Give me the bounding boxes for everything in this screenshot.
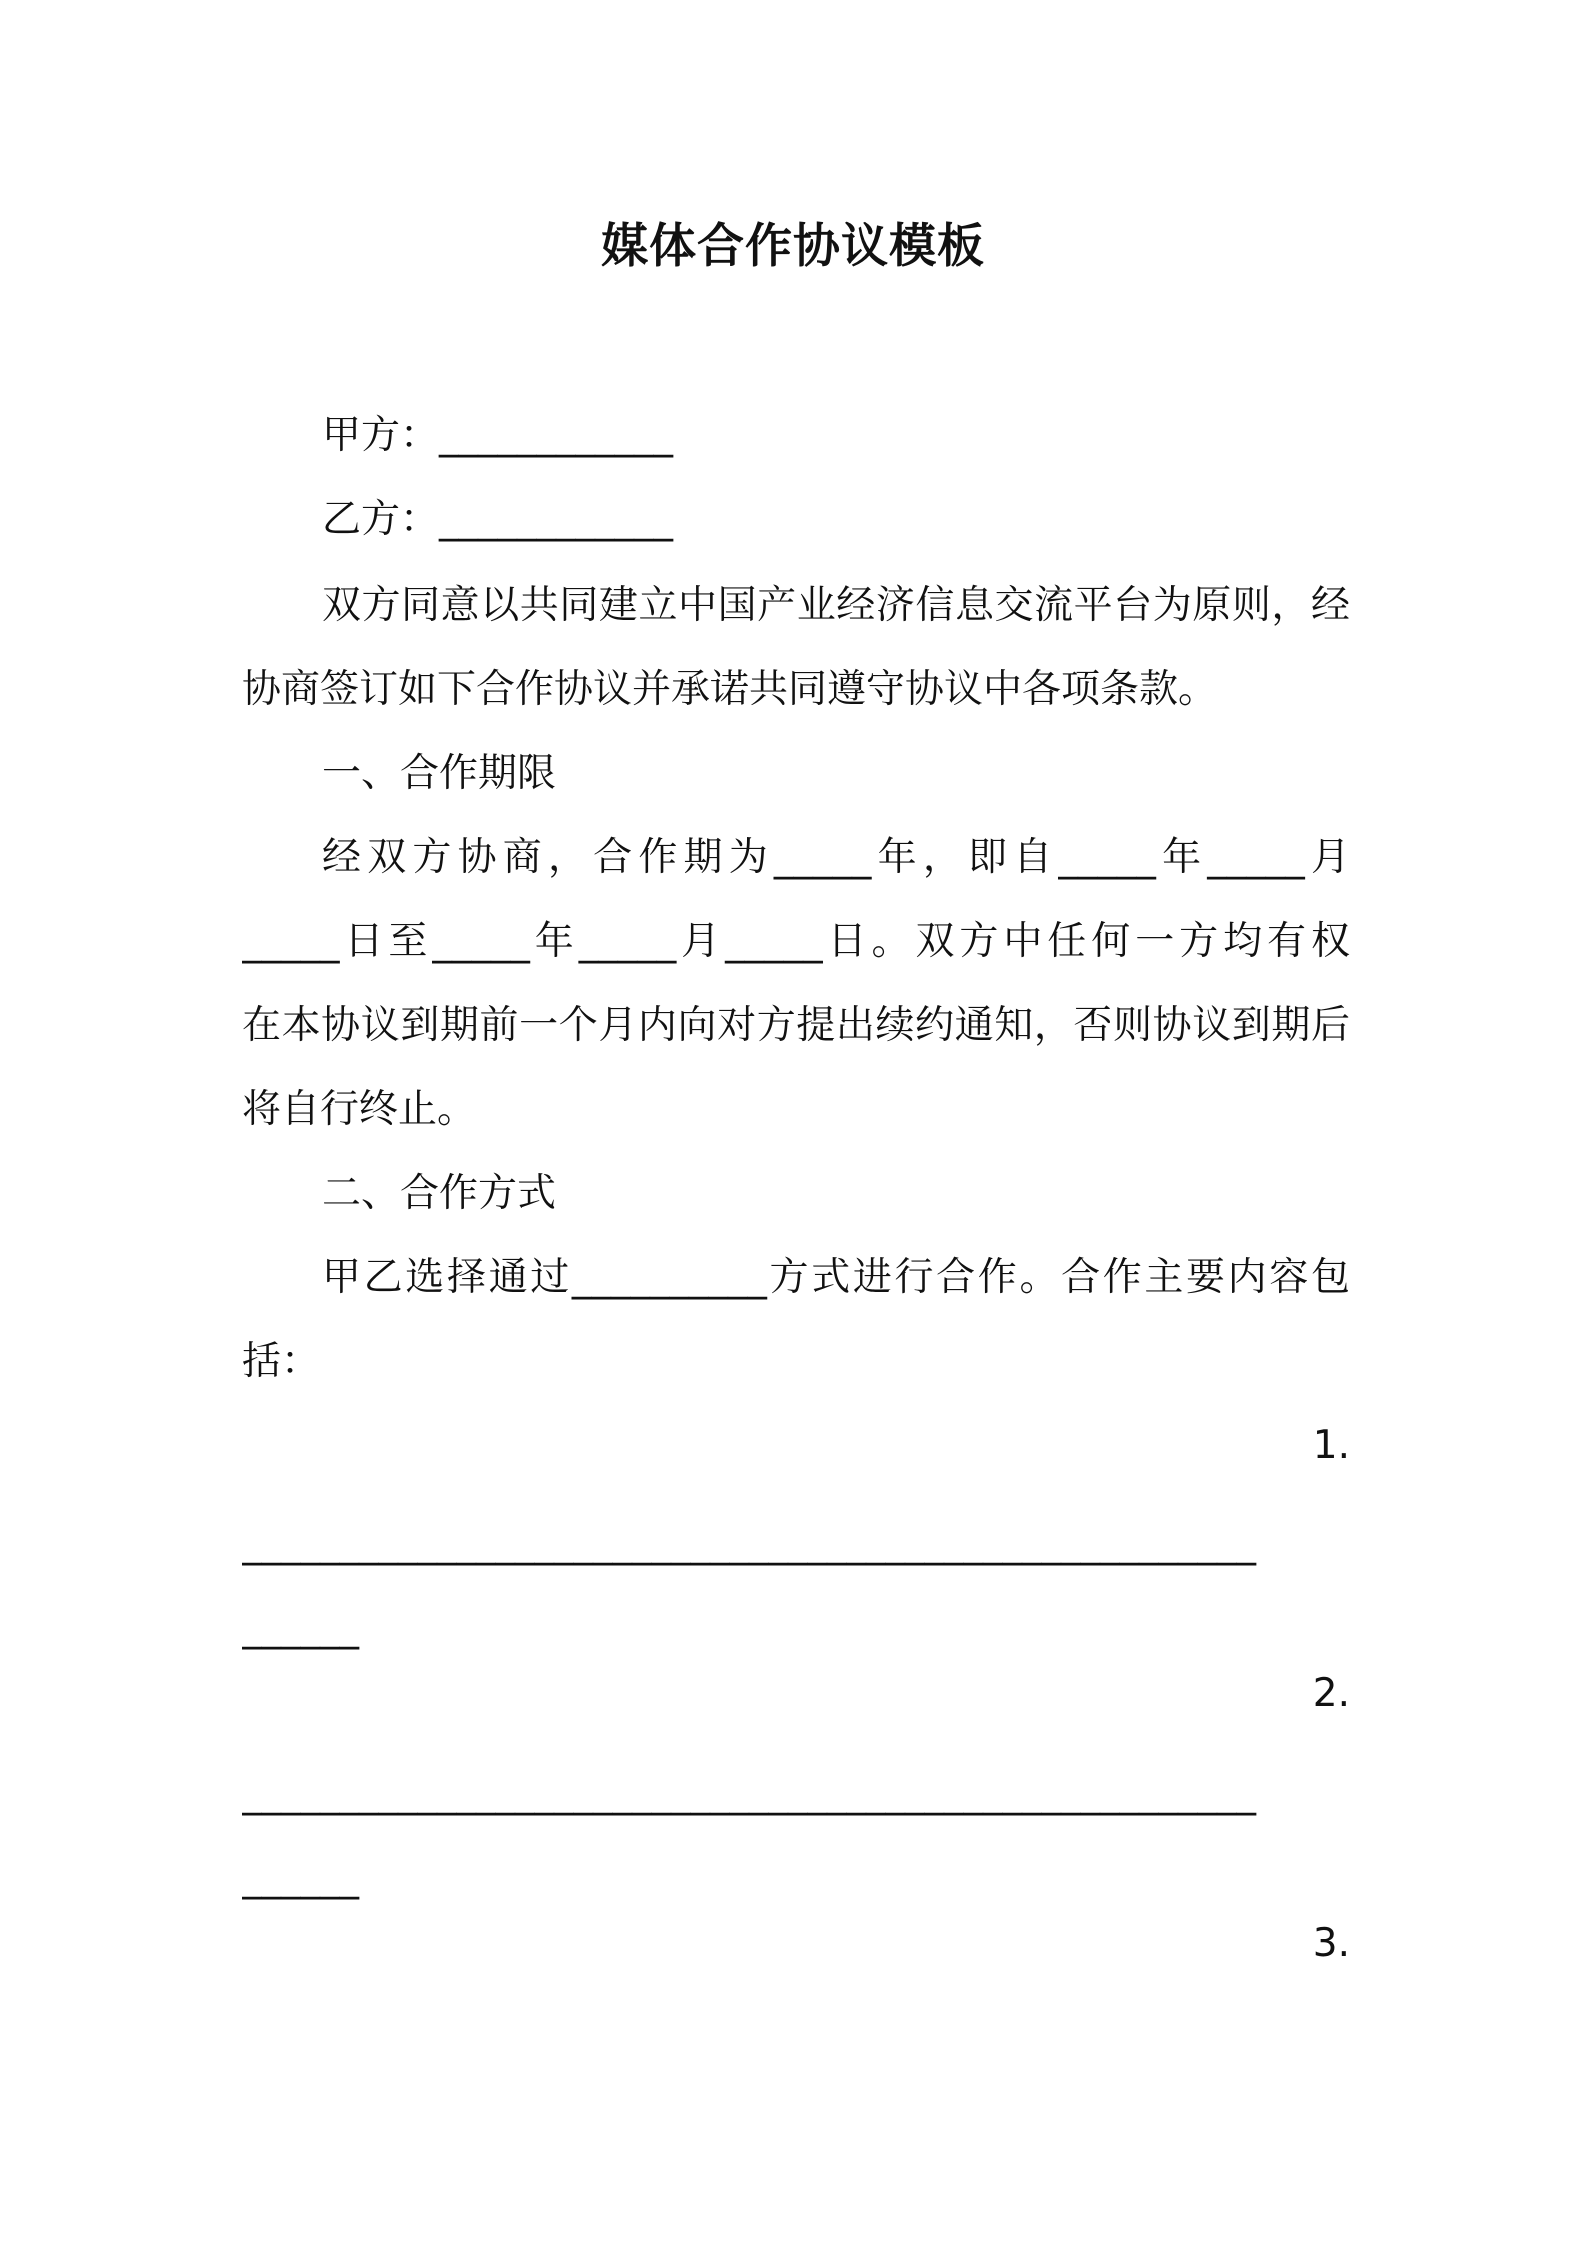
item-2-number: 2.	[1312, 1671, 1350, 1716]
party-b-line: 乙方：____________	[322, 497, 674, 542]
item-1-number: 1.	[1312, 1423, 1350, 1468]
document-title: 媒体合作协议模板	[601, 219, 985, 274]
intro-line-1: 双方同意以共同建立中国产业经济信息交流平台为原则，经	[322, 583, 1350, 628]
section1-line-2: _____日至_____年_____月_____日。双方中任何一方均有权	[242, 919, 1350, 964]
section2-heading: 二、合作方式	[322, 1171, 557, 1216]
item-2-blank-line: ____________________________________________________	[242, 1771, 1256, 1816]
section1-line-3: 在本协议到期前一个月内向对方提出续约通知，否则协议到期后	[242, 1003, 1350, 1048]
section1-line-4: 将自行终止。	[242, 1087, 477, 1132]
party-a-line: 甲方：____________	[322, 413, 674, 458]
section2-line-2: 括：	[242, 1339, 321, 1384]
item-1-blank-line: ____________________________________________________	[242, 1521, 1256, 1566]
section1-heading: 一、合作期限	[322, 751, 557, 796]
item-1-blank-short: ______	[242, 1605, 359, 1650]
section2-line-1: 甲乙选择通过__________方式进行合作。合作主要内容包	[322, 1255, 1350, 1300]
item-2-blank-short: ______	[242, 1855, 359, 1900]
section1-line-1: 经双方协商，合作期为_____年，即自_____年_____月	[322, 835, 1350, 880]
intro-line-2: 协商签订如下合作协议并承诺共同遵守协议中各项条款。	[242, 667, 1218, 712]
item-3-number: 3.	[1312, 1921, 1350, 1966]
